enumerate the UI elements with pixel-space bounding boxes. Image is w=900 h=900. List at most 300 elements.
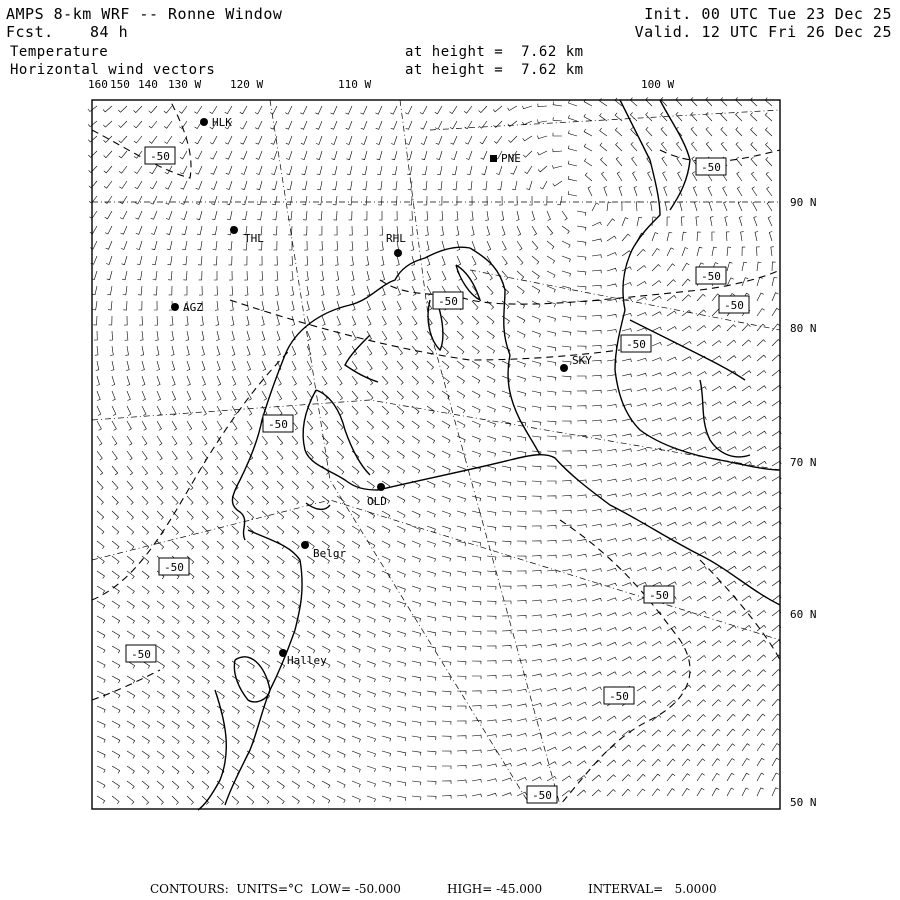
wind-vector bbox=[437, 166, 442, 175]
wind-vector bbox=[584, 129, 592, 136]
wind-vector bbox=[523, 136, 532, 141]
wind-vector bbox=[292, 706, 300, 713]
wind-vector bbox=[112, 661, 120, 668]
wind-vector bbox=[487, 286, 493, 295]
wind-vector bbox=[306, 286, 309, 296]
wind-vector bbox=[230, 301, 233, 310]
wind-vector bbox=[412, 631, 421, 636]
wind-vector bbox=[412, 541, 420, 547]
wind-vector bbox=[127, 556, 134, 564]
wind-vector bbox=[412, 736, 421, 741]
wind-vector bbox=[652, 538, 662, 542]
wind-vector bbox=[367, 676, 375, 682]
wind-vector bbox=[697, 294, 705, 301]
wind-vector bbox=[217, 631, 224, 639]
wind-vector bbox=[637, 358, 647, 361]
wind-vector bbox=[652, 433, 662, 436]
wind-vector bbox=[712, 386, 721, 391]
wind-vector bbox=[757, 699, 765, 706]
station-label-old: OLD bbox=[367, 495, 387, 508]
field-wind-vectors: Horizontal wind vectors bbox=[10, 62, 216, 78]
berkner-island-outline bbox=[303, 390, 378, 490]
wind-vector bbox=[472, 301, 478, 310]
wind-vector bbox=[517, 376, 526, 382]
wind-vector bbox=[652, 403, 662, 406]
wind-vector bbox=[367, 706, 376, 712]
wind-vector bbox=[337, 451, 344, 459]
wind-vector bbox=[697, 447, 707, 451]
wind-vector bbox=[442, 496, 450, 502]
wind-vector bbox=[736, 127, 742, 136]
wind-vector bbox=[382, 586, 390, 592]
wind-vector bbox=[457, 601, 466, 606]
wind-vector bbox=[472, 391, 480, 398]
wind-vector bbox=[262, 496, 269, 505]
wind-vector bbox=[562, 688, 572, 691]
wind-vector bbox=[292, 796, 299, 804]
wind-vector bbox=[772, 340, 781, 347]
wind-vector bbox=[547, 316, 556, 322]
wind-vector bbox=[532, 600, 541, 603]
wind-vector bbox=[721, 127, 727, 136]
wind-vector bbox=[142, 586, 149, 594]
wind-vector bbox=[712, 507, 721, 511]
wind-vector bbox=[697, 626, 706, 631]
wind-vector bbox=[727, 386, 736, 391]
wind-vector bbox=[104, 166, 112, 173]
wind-vector bbox=[757, 355, 766, 361]
wind-vector bbox=[277, 601, 284, 609]
wind-vector bbox=[472, 676, 481, 679]
wind-vector bbox=[169, 286, 172, 295]
wind-vector bbox=[562, 451, 571, 454]
wind-vector bbox=[127, 481, 133, 490]
wind-vector bbox=[271, 166, 277, 175]
wind-vector bbox=[652, 730, 661, 736]
wind-vector bbox=[202, 481, 208, 490]
wind-vector bbox=[667, 433, 677, 436]
wind-vector bbox=[472, 541, 481, 546]
wind-vector bbox=[245, 286, 248, 295]
wind-vector bbox=[630, 113, 637, 122]
wind-vector bbox=[262, 331, 265, 341]
lon-label-120w: 120 W bbox=[230, 78, 264, 91]
wind-vector bbox=[517, 226, 521, 236]
wind-vector bbox=[352, 796, 360, 802]
wind-vector bbox=[547, 776, 556, 781]
wind-vector bbox=[577, 584, 587, 587]
wind-vector bbox=[187, 526, 194, 535]
wind-vector bbox=[217, 571, 224, 579]
wind-vector bbox=[568, 161, 577, 166]
wind-vector bbox=[712, 581, 721, 586]
wind-vector bbox=[337, 316, 341, 326]
wind-vector bbox=[336, 271, 339, 281]
wind-vector bbox=[547, 346, 556, 351]
wind-vector bbox=[622, 218, 628, 226]
wind-vector bbox=[109, 331, 112, 340]
wind-vector bbox=[202, 361, 205, 371]
wind-vector bbox=[517, 361, 525, 367]
wind-vector bbox=[457, 646, 466, 650]
wind-vector bbox=[352, 436, 359, 444]
wind-vector bbox=[350, 256, 353, 265]
wind-vector bbox=[292, 766, 300, 773]
wind-vector bbox=[532, 271, 539, 279]
wind-vector bbox=[242, 196, 247, 205]
wind-vector bbox=[362, 166, 367, 175]
wind-vector bbox=[667, 730, 676, 736]
wind-vector bbox=[712, 356, 721, 361]
wind-vector bbox=[201, 331, 204, 341]
wind-vector bbox=[121, 226, 128, 234]
wind-vector bbox=[97, 496, 103, 505]
wind-vector bbox=[89, 166, 97, 173]
wind-vector bbox=[106, 256, 112, 265]
wind-vector bbox=[142, 631, 150, 639]
wind-vector bbox=[322, 316, 325, 326]
wind-vector bbox=[562, 241, 570, 248]
wind-vector bbox=[532, 361, 541, 366]
wind-vector bbox=[112, 496, 118, 505]
wind-vector bbox=[562, 555, 571, 558]
wind-vector bbox=[712, 462, 721, 466]
wind-vector bbox=[397, 541, 405, 548]
wind-vector bbox=[247, 331, 250, 341]
wind-vector bbox=[255, 106, 262, 114]
lat-label-50n: 50 N bbox=[790, 796, 817, 809]
wind-vector bbox=[153, 271, 157, 280]
station-marker-sky bbox=[560, 364, 568, 372]
wind-vector bbox=[547, 511, 556, 514]
wind-vector bbox=[367, 316, 371, 326]
wind-vector bbox=[181, 211, 187, 220]
wind-vector bbox=[112, 796, 119, 804]
wind-vector bbox=[301, 136, 307, 144]
wind-vector bbox=[757, 581, 766, 586]
wind-vector bbox=[142, 781, 149, 789]
wind-vector bbox=[196, 196, 202, 205]
wind-vector bbox=[547, 496, 556, 499]
wind-vector bbox=[319, 241, 322, 250]
wind-vector bbox=[232, 406, 237, 415]
wind-vector bbox=[337, 676, 345, 683]
wind-vector bbox=[592, 509, 601, 512]
wind-vector bbox=[487, 541, 496, 545]
wind-vector bbox=[727, 759, 735, 767]
wind-vector bbox=[757, 293, 764, 301]
wind-vector bbox=[337, 571, 345, 578]
wind-vector bbox=[333, 211, 337, 220]
wind-vector bbox=[646, 127, 652, 136]
wind-vector bbox=[318, 196, 322, 205]
wind-vector bbox=[200, 316, 203, 325]
wind-vector bbox=[532, 211, 535, 221]
wind-vector bbox=[466, 151, 472, 160]
wind-vector bbox=[179, 106, 187, 113]
wind-vector bbox=[652, 523, 662, 526]
wind-vector bbox=[487, 331, 494, 339]
wind-vector bbox=[271, 151, 277, 160]
wind-vector bbox=[517, 331, 525, 338]
wind-vector bbox=[307, 421, 313, 430]
wind-vector bbox=[112, 646, 120, 653]
wind-vector bbox=[607, 345, 616, 348]
wind-vector bbox=[352, 376, 357, 385]
wind-vector bbox=[697, 700, 706, 706]
wind-vector bbox=[487, 376, 495, 383]
wind-vector bbox=[427, 571, 436, 577]
wind-vector bbox=[242, 211, 247, 220]
wind-vector bbox=[107, 286, 112, 295]
wind-vector bbox=[697, 759, 705, 766]
wind-vector bbox=[352, 781, 360, 787]
wind-vector bbox=[667, 311, 676, 316]
wind-vector bbox=[592, 628, 602, 631]
wind-vector bbox=[757, 247, 760, 256]
wind-vector bbox=[516, 211, 519, 221]
wind-vector bbox=[124, 316, 127, 325]
wind-vector bbox=[232, 631, 239, 639]
wind-vector bbox=[333, 196, 337, 205]
wind-vector bbox=[622, 627, 632, 631]
wind-vector bbox=[532, 556, 541, 559]
wind-vector bbox=[765, 98, 772, 106]
wind-vector bbox=[442, 721, 451, 725]
init-time: Init. 00 UTC Tue 23 Dec 25 bbox=[644, 5, 892, 23]
wind-vector bbox=[607, 449, 616, 452]
wind-vector bbox=[97, 766, 105, 773]
wind-vector bbox=[767, 202, 772, 211]
wind-vector bbox=[562, 614, 572, 617]
wind-vector bbox=[292, 346, 296, 356]
wind-vector bbox=[532, 496, 541, 500]
wind-vector bbox=[517, 496, 526, 500]
wind-vector bbox=[710, 217, 713, 226]
wind-vector bbox=[742, 714, 750, 721]
wind-vector bbox=[742, 685, 751, 691]
wind-vector bbox=[592, 480, 601, 483]
wind-vector bbox=[425, 226, 428, 235]
contour-label-text: -50 bbox=[438, 295, 458, 308]
wind-vector bbox=[442, 271, 446, 281]
wind-vector bbox=[397, 496, 405, 503]
wind-vector bbox=[502, 331, 510, 338]
wind-vector bbox=[134, 106, 143, 113]
wind-vector bbox=[348, 196, 352, 205]
wind-vector bbox=[442, 736, 451, 740]
wind-vector bbox=[450, 106, 458, 114]
wind-vector bbox=[742, 247, 745, 256]
wind-vector bbox=[442, 451, 450, 458]
wind-vector bbox=[305, 256, 308, 265]
wind-vector bbox=[397, 286, 401, 296]
wind-vector bbox=[547, 436, 556, 440]
wind-vector bbox=[367, 571, 375, 578]
wind-vector bbox=[381, 256, 384, 266]
wind-vector bbox=[712, 232, 715, 241]
wind-vector bbox=[592, 643, 602, 646]
wind-vector bbox=[180, 166, 187, 174]
wind-vector bbox=[472, 586, 481, 590]
wind-vector bbox=[472, 616, 481, 620]
wind-vector bbox=[682, 417, 692, 421]
wind-vector bbox=[442, 346, 449, 355]
wind-vector bbox=[226, 151, 233, 159]
wind-vector bbox=[217, 376, 221, 386]
wind-vector bbox=[757, 401, 766, 406]
wind-vector bbox=[592, 524, 602, 527]
wind-vector bbox=[217, 346, 220, 356]
wind-vector bbox=[727, 626, 736, 631]
wind-vector bbox=[232, 361, 235, 371]
wind-vector bbox=[262, 601, 269, 609]
lon-label-130w: 130 W bbox=[168, 78, 202, 91]
wind-vector bbox=[352, 691, 360, 697]
contour-label-text: -50 bbox=[131, 648, 151, 661]
wind-vector bbox=[256, 151, 262, 159]
wind-vector bbox=[142, 706, 150, 714]
wind-vector bbox=[607, 236, 616, 241]
wind-vector bbox=[382, 616, 390, 622]
wind-vector bbox=[636, 202, 639, 211]
wind-vector bbox=[487, 241, 491, 251]
wind-vector bbox=[292, 406, 297, 415]
wind-vector bbox=[216, 331, 219, 341]
wind-vector bbox=[352, 286, 355, 296]
wind-vector bbox=[292, 376, 297, 385]
wind-vector bbox=[112, 706, 120, 713]
wind-vector bbox=[772, 788, 779, 796]
wind-vector bbox=[517, 660, 526, 663]
wind-vector bbox=[322, 496, 329, 504]
wind-vector bbox=[382, 391, 388, 400]
wind-vector bbox=[230, 286, 233, 295]
wind-vector bbox=[457, 481, 466, 487]
wind-vector bbox=[487, 361, 495, 368]
wind-vector bbox=[127, 466, 133, 475]
wind-vector bbox=[676, 142, 682, 151]
wind-vector bbox=[97, 451, 102, 460]
wind-vector bbox=[751, 142, 757, 151]
wind-vector bbox=[681, 217, 684, 226]
wind-vector bbox=[667, 403, 677, 407]
wind-vector bbox=[392, 166, 397, 175]
station-label-halley: Halley bbox=[287, 654, 327, 667]
wind-vector bbox=[742, 355, 751, 361]
wind-vector bbox=[240, 106, 247, 114]
wind-vector bbox=[592, 613, 602, 616]
wind-vector bbox=[502, 226, 505, 236]
wind-vector bbox=[112, 556, 119, 564]
wind-vector bbox=[412, 331, 417, 340]
wind-vector bbox=[637, 730, 646, 736]
wind-vector bbox=[142, 511, 148, 520]
wind-vector bbox=[112, 676, 120, 683]
wind-vector bbox=[291, 301, 294, 311]
wind-vector bbox=[210, 136, 217, 144]
wind-vector bbox=[637, 612, 647, 616]
wind-vector bbox=[487, 735, 496, 738]
wind-vector bbox=[427, 736, 436, 740]
wind-vector bbox=[607, 760, 616, 766]
wind-vector bbox=[442, 601, 451, 606]
wind-vector bbox=[227, 211, 232, 220]
wind-vector bbox=[562, 376, 571, 380]
wind-vector bbox=[367, 556, 375, 563]
wind-vector bbox=[562, 226, 569, 234]
wind-vector bbox=[712, 641, 721, 647]
wind-vector bbox=[501, 211, 504, 220]
wind-vector bbox=[125, 346, 128, 355]
wind-vector bbox=[142, 451, 147, 460]
wind-vector bbox=[93, 301, 97, 310]
wind-vector bbox=[532, 481, 541, 485]
wind-vector bbox=[532, 376, 541, 381]
wind-vector bbox=[367, 286, 370, 296]
wind-vector bbox=[577, 732, 586, 737]
meridian-line-a bbox=[400, 100, 560, 805]
wind-vector bbox=[412, 721, 421, 726]
wind-vector bbox=[712, 700, 721, 706]
wind-vector bbox=[168, 256, 173, 265]
wind-vector bbox=[727, 670, 736, 676]
wind-vector bbox=[292, 391, 297, 400]
wind-vector bbox=[652, 508, 662, 511]
wind-vector bbox=[697, 611, 706, 616]
wind-vector bbox=[727, 611, 736, 616]
wind-vector bbox=[742, 371, 751, 376]
wind-vector bbox=[305, 271, 308, 280]
wind-vector bbox=[742, 492, 751, 497]
footer-interval: INTERVAL= 5.0000 bbox=[588, 882, 717, 896]
wind-vector bbox=[277, 376, 281, 385]
wind-vector bbox=[742, 278, 748, 286]
wind-vector bbox=[592, 360, 601, 363]
wind-vector bbox=[334, 226, 337, 235]
wind-vector bbox=[217, 661, 224, 669]
wind-vector bbox=[303, 211, 307, 220]
wind-vector bbox=[757, 551, 766, 556]
wind-vector bbox=[185, 316, 188, 325]
wind-vector bbox=[157, 631, 164, 639]
wind-vector bbox=[112, 406, 116, 416]
wind-vector bbox=[382, 541, 390, 548]
wind-vector bbox=[517, 733, 527, 736]
wind-vector bbox=[307, 586, 315, 594]
wind-vector bbox=[352, 466, 359, 474]
wind-vector bbox=[487, 749, 496, 752]
wind-vector bbox=[772, 729, 780, 736]
wind-vector bbox=[277, 481, 283, 490]
wind-vector bbox=[472, 556, 481, 561]
wind-vector bbox=[697, 670, 706, 676]
wind-vector bbox=[172, 376, 175, 386]
wind-vector bbox=[172, 661, 179, 669]
wind-vector bbox=[631, 142, 637, 151]
wind-vector bbox=[137, 271, 142, 280]
wind-vector bbox=[470, 211, 473, 220]
wind-vector bbox=[502, 496, 511, 501]
wind-vector bbox=[727, 744, 735, 751]
wind-vector bbox=[562, 406, 571, 410]
wind-vector bbox=[637, 217, 642, 226]
wind-vector bbox=[277, 406, 282, 415]
wind-vector bbox=[697, 729, 705, 736]
wind-vector bbox=[442, 541, 451, 547]
wind-vector bbox=[142, 391, 146, 401]
wind-vector bbox=[712, 371, 721, 376]
